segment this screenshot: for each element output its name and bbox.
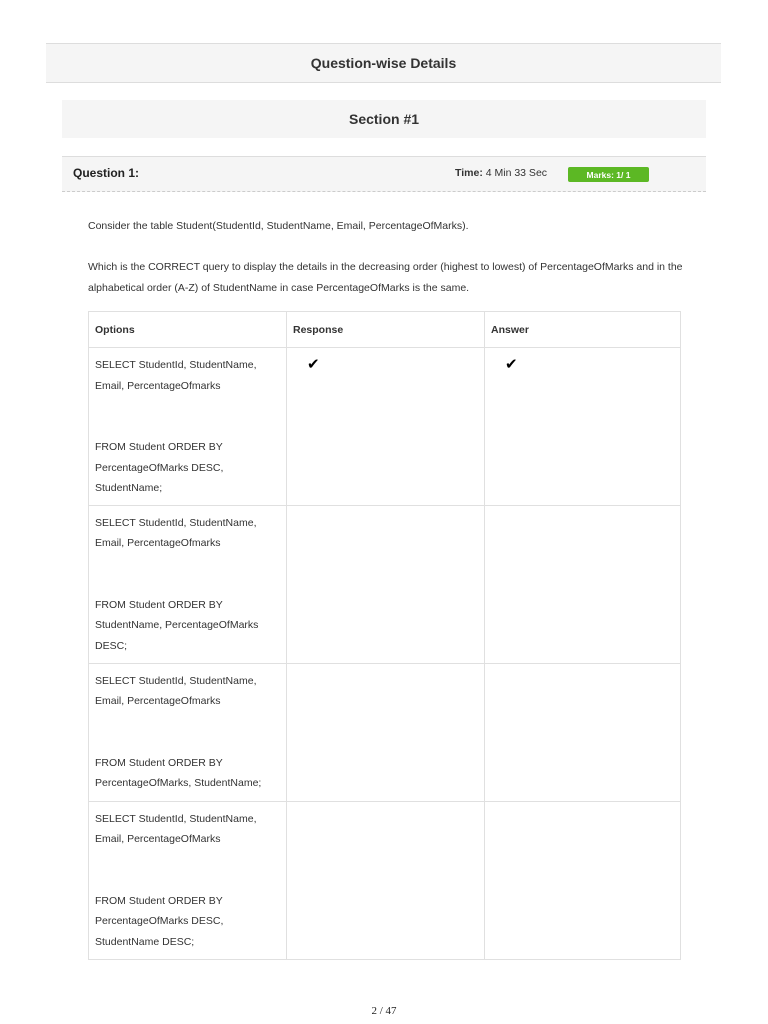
question-time <box>455 167 547 179</box>
option-text <box>89 348 287 506</box>
option-line: Email, PercentageOfmarks <box>95 537 221 549</box>
header-answer: Answer <box>485 312 681 348</box>
option-line: SELECT StudentId, StudentName, <box>95 516 257 529</box>
option-line: FROM Student ORDER BY <box>95 894 223 907</box>
time-label: Time: <box>455 167 483 179</box>
option-text <box>89 663 287 801</box>
option-line: PercentageOfMarks DESC, <box>95 915 224 927</box>
response-cell <box>287 663 485 801</box>
option-line: FROM Student ORDER BY <box>95 598 223 611</box>
answer-cell <box>485 348 681 506</box>
check-icon: ✔ <box>505 356 518 373</box>
option-line: StudentName; <box>95 482 163 494</box>
option-line: DESC; <box>95 639 128 652</box>
page-title: Question-wise Details <box>46 43 721 83</box>
answer-cell <box>485 663 681 801</box>
option-line: PercentageOfMarks DESC, <box>95 461 224 474</box>
check-icon: ✔ <box>307 356 320 373</box>
response-cell <box>287 505 485 663</box>
option-text <box>89 801 287 959</box>
question-title: Question 1: <box>73 166 140 180</box>
option-line: Email, PercentageOfmarks <box>95 695 221 707</box>
option-text <box>89 505 287 663</box>
option-row <box>89 505 681 663</box>
option-line: FROM Student ORDER BY <box>95 441 223 453</box>
time-value: 4 Min 33 Sec <box>482 167 548 179</box>
option-line: Email, PercentageOfMarks <box>95 833 221 845</box>
response-cell <box>287 801 485 959</box>
page-number: 2 / 47 <box>371 1005 397 1017</box>
options-table-header <box>89 312 681 348</box>
option-line: Email, PercentageOfmarks <box>95 379 221 392</box>
header-response: Response <box>287 312 485 348</box>
answer-cell <box>485 801 681 959</box>
options-table <box>88 311 681 960</box>
answer-cell <box>485 505 681 663</box>
question-text-intro: Consider the table Student(StudentId, StudentName, Email, PercentageOfMarks). <box>88 220 469 232</box>
option-line: SELECT StudentId, StudentName, <box>95 674 257 687</box>
option-line: StudentName DESC; <box>95 935 195 948</box>
option-row <box>89 801 681 959</box>
option-line: FROM Student ORDER BY <box>95 756 223 769</box>
section-title: Section #1 <box>62 100 706 138</box>
header-options: Options <box>89 312 287 348</box>
option-line: SELECT StudentId, StudentName, <box>95 359 257 371</box>
option-row <box>89 348 681 506</box>
option-line: SELECT StudentId, StudentName, <box>95 812 257 825</box>
marks-badge: Marks: 1/ 1 <box>568 167 649 182</box>
option-line: PercentageOfMarks, StudentName; <box>95 777 262 789</box>
option-row <box>89 663 681 801</box>
option-line: StudentName, PercentageOfMarks <box>95 619 259 631</box>
question-text-prompt: Which is the CORRECT query to display the details in the decreasing order (highest to lowest) of PercentageOfMarks and in the alphabetical order (A-Z) of StudentName in case PercentageOfMarks is the same. <box>88 261 683 294</box>
response-cell <box>287 348 485 506</box>
question-header <box>62 156 706 192</box>
